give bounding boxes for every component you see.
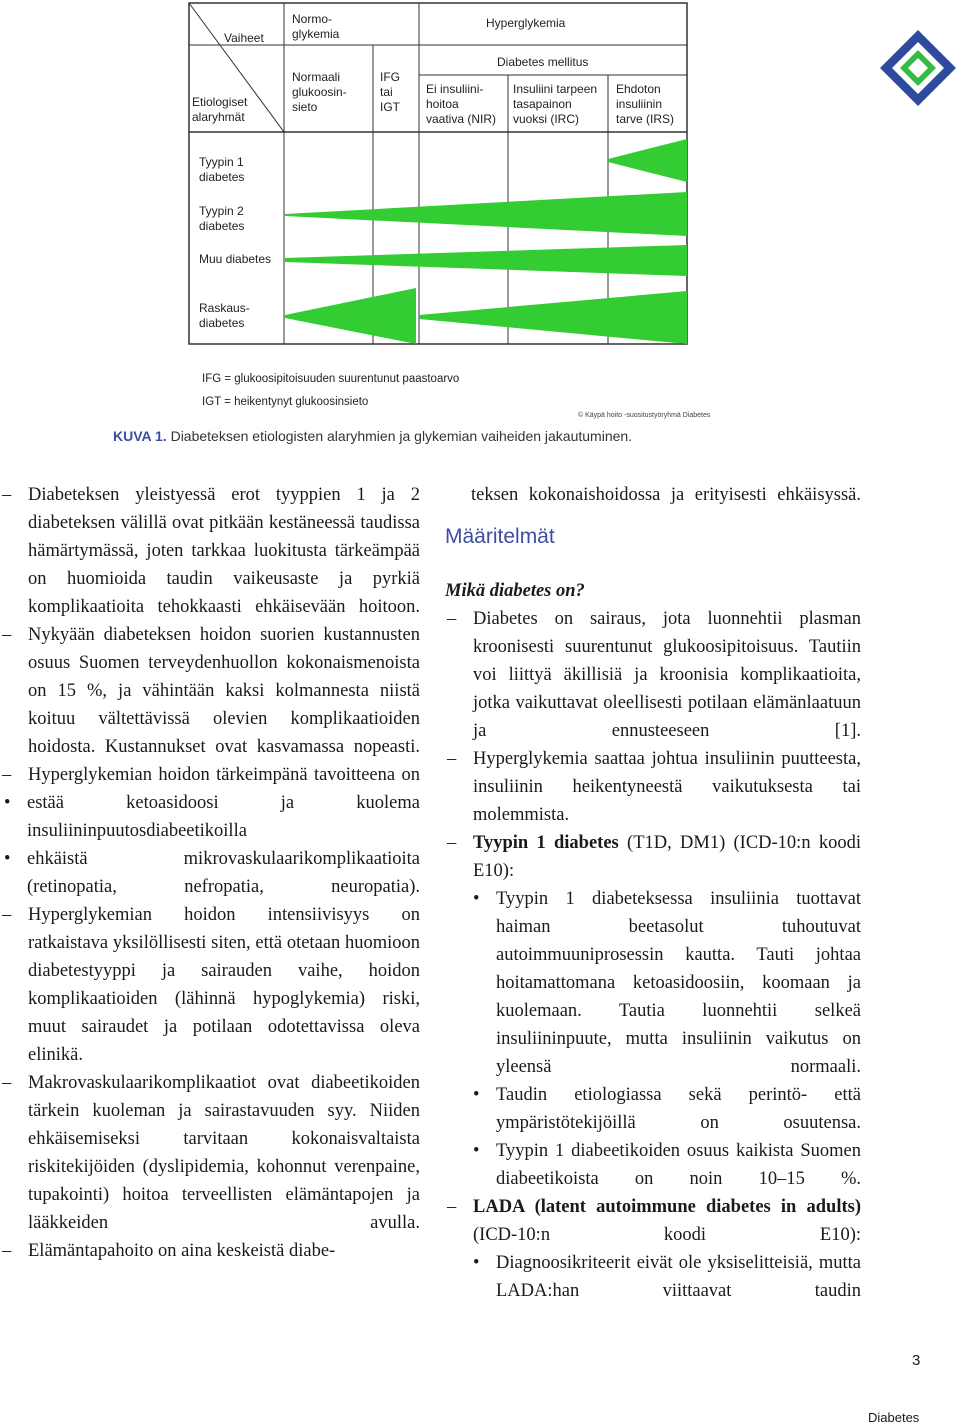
term-lada: LADA (latent autoimmune diabetes in adults) (473, 1197, 861, 1217)
paragraph: – Diabeteksen yleistyessä erot tyyppien 1 ja 2 diabeteksen välillä ovat pitkään kestäneessä taudissa hämärtymässä, joten tarkkaa luokitusta tärkeämpää on huomioida taudin vaikeusaste ja pyrkiä komplikaatioita tehokkaasti ehkäisevään hoitoon. (0, 481, 420, 621)
bullet-item: • Diagnoosikriteerit eivät ole yksiselitteisiä, mutta LADA:han viittaavat taudin (471, 1249, 861, 1305)
normoglycemia-header: Normo- glykemia (292, 12, 340, 41)
gestational-band-right (419, 291, 687, 344)
figure-grid (188, 2, 688, 345)
caption-text: Diabeteksen etiologisten alaryhmien ja glykemian vaiheiden jakautuminen. (170, 428, 633, 444)
stage-irs: Ehdoton insuliinin tarve (IRS) (616, 82, 675, 126)
classification-figure (188, 2, 688, 345)
diabetes-mellitus-header: Diabetes mellitus (497, 55, 589, 69)
paragraph: – Hyperglykemian hoidon intensiivisyys on ratkaistava yksilöllisesti siten, että otetaan huomioon diabetestyyppi ja sairauden vaihe, hoidon komplikaatioiden (lähinnä hypoglykemia) riski, muut sairaudet ja potilaan odotettavissa oleva elinikä. (0, 901, 420, 1069)
subheading-question: Mikä diabetes on? (445, 581, 585, 601)
type1-band (608, 139, 687, 182)
stage-nir: Ei insuliini- hoitoa vaativa (NIR) (426, 82, 497, 126)
type2-band (285, 192, 687, 236)
bullet-item: • Tyypin 1 diabeteksessa insuliinia tuottavat haiman beetasolut tuhoutuvat autoimmuuniprosessin kautta. Tauti johtaa hoitamattomana ketoasidoosiin, koomaan ja kuolemaan. Tautia luonnehtii selkeä insuliininpuute, mutta insuliinin vaikutus on yleensä normaali. (471, 885, 861, 1081)
figure-credit: © Käypä hoito -suositustyöryhmä Diabetes (578, 412, 711, 419)
section-heading: Määritelmät (445, 525, 555, 548)
right-column (445, 481, 861, 1305)
abbreviation-igt: IGT = heikentynyt glukoosinsieto (202, 396, 369, 408)
footer-label: Diabetes (868, 1410, 920, 1425)
definition-item: – Hyperglykemia saattaa johtua insuliinin puutteesta, insuliinin heikentyneestä vaikutuksesta tai molemmista. (445, 745, 861, 829)
paragraph: – Nykyään diabeteksen hoidon suorien kustannusten osuus Suomen terveydenhuollon kokonaismenoista on 15 %, ja vähintään kaksi kolmannesta niistä koituu vältettävissä olevien komplikaatioiden hoidosta. Kustannukset ovat kasvamassa nopeasti. (0, 621, 420, 761)
term-type1-code: (T1D, DM1) (ICD-10:n koodi E10): (473, 833, 861, 881)
definition-item (445, 829, 861, 885)
abbreviation-ifg: IFG = glukoosipitoisuuden suurentunut paastoarvo (202, 373, 460, 385)
gestational-band-left (285, 288, 416, 344)
paragraph: – Hyperglykemian hoidon tärkeimpänä tavoitteena on (0, 761, 420, 789)
hyperglycemia-header: Hyperglykemia (486, 16, 566, 30)
figure-caption (113, 428, 632, 444)
bullet-item: • Tyypin 1 diabeetikoiden osuus kaikista Suomen diabeetikoista on noin 10–15 %. (471, 1137, 861, 1193)
bullet-item: • ehkäistä mikrovaskulaarikomplikaatioita (retinopatia, nefropatia, neuropatia). (2, 845, 420, 901)
definition-item: – Diabetes on sairaus, jota luonnehtii plasman kroonisesti suurentunut glukoosipitoisuus. Tautiin voi liittyä äkillisiä ja kroonisia komplikaatioita, jotka vaikuttavat oleellisesti potilaan elämänlaatuun ja ennusteeseen [1]. (445, 605, 861, 745)
stage-normal: Normaali glukoosin- sieto (292, 70, 347, 114)
corner-top-label: Vaiheet (224, 31, 264, 45)
corner-bottom-label: Etiologiset alaryhmät (192, 95, 248, 124)
bullet-item: • Taudin etiologiassa sekä perintö- että ympäristötekijöillä on osuutensa. (471, 1081, 861, 1137)
bullet-item: • estää ketoasidoosi ja kuolema insuliininpuutosdiabeetikoilla (2, 789, 420, 845)
group-other: Muu diabetes (199, 252, 272, 266)
kaypa-hoito-logo (878, 28, 958, 108)
left-column (0, 481, 420, 1265)
paragraph: – Makrovaskulaarikomplikaatiot ovat diabeetikoiden tärkein kuoleman ja sairastavuuden syy. Niiden ehkäisemiseksi tarvitaan kokonaisvaltaista riskitekijöiden (dyslipidemia, kohonnut verenpaine, tupakointi) hoitoa terveellisten elämäntapojen ja lääkkeiden avulla. (0, 1069, 420, 1237)
caption-label: KUVA 1. (113, 428, 167, 444)
group-gestational: Raskaus- diabetes (199, 301, 250, 330)
stage-ifg-igt: IFG tai IGT (380, 70, 400, 114)
other-diabetes-band (285, 245, 687, 276)
stage-irc: Insuliini tarpeen tasapainon vuoksi (IRC) (513, 82, 598, 126)
term-type1: Tyypin 1 diabetes (473, 833, 619, 853)
continued-paragraph: teksen kokonaishoidossa ja erityisesti ehkäisyssä. (471, 485, 861, 505)
term-lada-code: (ICD-10:n koodi E10): (473, 1225, 861, 1245)
group-type1: Tyypin 1 diabetes (199, 155, 245, 184)
definition-item (445, 1193, 861, 1249)
page-number: 3 (912, 1352, 921, 1369)
group-type2: Tyypin 2 diabetes (199, 204, 245, 233)
paragraph: – Elämäntapahoito on aina keskeistä diabe- (0, 1237, 420, 1265)
